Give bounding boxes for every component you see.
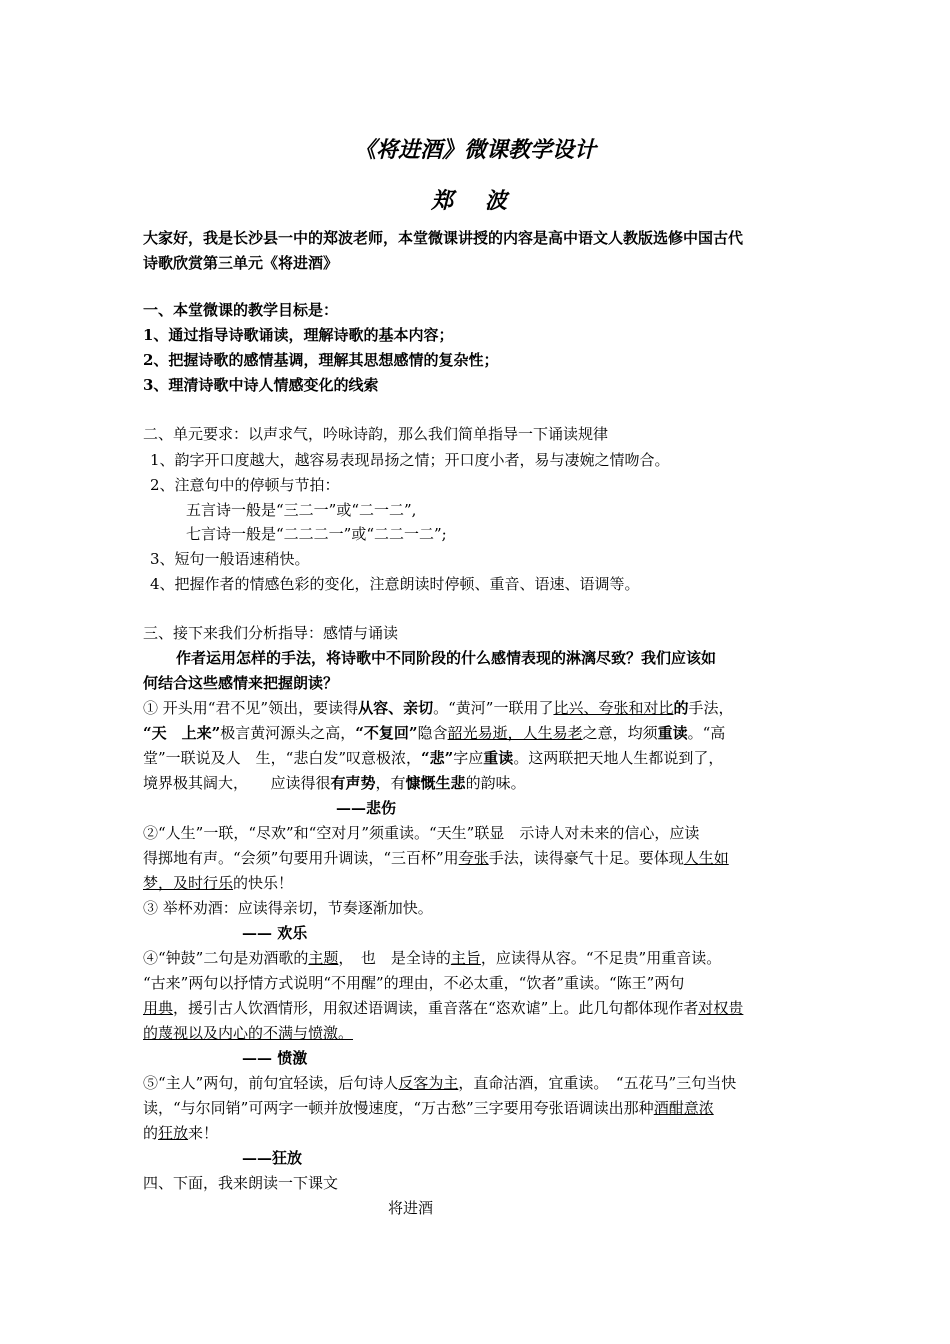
intro-line-2: 诗歌欣赏第三单元《将进酒》 bbox=[143, 254, 339, 272]
p2-line-3: 梦，及时行乐的快乐！ bbox=[143, 874, 294, 892]
unit-item: 2、注意句中的停顿与节拍： bbox=[150, 476, 340, 494]
p4-line-4: 的蔑视以及内心的不满与愤激。 bbox=[143, 1024, 354, 1042]
unit-item: 1、韵字开口度越大，越容易表现昂扬之情；开口度小者，易与凄婉之情吻合。 bbox=[150, 451, 670, 469]
unit-item: 3、短句一般语速稍快。 bbox=[150, 550, 310, 568]
p4-line-1: ④“钟鼓”二句是劝酒歌的主题， 也 是全诗的主旨，应读得从容。“不足贵”用重音读。 bbox=[143, 949, 722, 967]
p2-line-2: 得掷地有声。“会须”句要用升调读，“三百杯”用夸张手法，读得豪气十足。要体现人生如 bbox=[143, 849, 729, 867]
analysis-question-2: 何结合这些感情来把握朗读？ bbox=[143, 674, 339, 692]
p1-line-3: 堂”一联说及人 生，“悲白发”叹意极浓，“悲”字应重读。这两联把天地人生都说到了， bbox=[143, 749, 724, 767]
document-title: 《将进酒》微课教学设计 bbox=[353, 137, 596, 163]
goal-item: 2、把握诗歌的感情基调，理解其思想感情的复杂性； bbox=[143, 351, 499, 369]
document-author: 郑 波 bbox=[431, 188, 519, 214]
p4-line-3: 用典，援引古人饮酒情形，用叙述语调读，重音落在“恣欢谑”上。此几句都体现作者对权贵 bbox=[143, 999, 744, 1017]
p1-line-4: 境界极其阔大， 应读得很有声势，有慷慨生悲的韵味。 bbox=[143, 774, 526, 792]
unit-heading: 二、单元要求：以声求气，吟咏诗韵，那么我们简单指导一下诵读规律 bbox=[143, 425, 609, 443]
p1-line-2: “天 上来”极言黄河源头之高，“不复回”隐含韶光易逝，人生易老之意，均须重读。“高 bbox=[143, 724, 726, 742]
p4-mood: —— 愤激 bbox=[242, 1049, 308, 1067]
intro-line-1: 大家好，我是长沙县一中的郑波老师，本堂微课讲授的内容是高中语文人教版选修中国古代 bbox=[143, 229, 744, 247]
unit-item: 五言诗一般是“三二一”或“二一二”, bbox=[186, 501, 417, 519]
unit-item: 4、把握作者的情感色彩的变化，注意朗读时停顿、重音、语速、语调等。 bbox=[150, 575, 640, 593]
p5-mood: ——狂放 bbox=[242, 1149, 303, 1167]
reading-heading: 四、下面，我来朗读一下课文 bbox=[143, 1174, 339, 1192]
poem-title: 将进酒 bbox=[388, 1199, 434, 1217]
goals-heading: 一、本堂微课的教学目标是： bbox=[143, 301, 339, 319]
goal-item: 3、理清诗歌中诗人情感变化的线索 bbox=[143, 376, 379, 394]
p3-line-1: ③ 举杯劝酒：应读得亲切，节奏逐渐加快。 bbox=[143, 899, 433, 917]
unit-item: 七言诗一般是“二二二一”或“二二一二”; bbox=[186, 525, 447, 543]
p2-line-1: ②“人生”一联，“尽欢”和“空对月”须重读。“天生”联显 示诗人对未来的信心，应读 bbox=[143, 824, 700, 842]
p4-line-2: “古来”两句以抒情方式说明“不用醒”的理由，不必太重，“饮者”重读。“陈王”两句 bbox=[143, 974, 685, 992]
p5-line-2: 读，“与尔同销”可两字一顿并放慢速度，“万古愁”三字要用夸张语调读出那种酒酣意浓 bbox=[143, 1099, 714, 1117]
p1-mood: ——悲伤 bbox=[336, 799, 397, 817]
p5-line-3: 的狂放来！ bbox=[143, 1124, 219, 1142]
p1-line-1: ① 开头用“君不见”领出，要读得从容、亲切。“黄河”一联用了比兴、夸张和对比的手法， bbox=[143, 699, 734, 717]
goal-item: 1、通过指导诗歌诵读，理解诗歌的基本内容； bbox=[143, 326, 454, 344]
p5-line-1: ⑤“主人”两句，前句宜轻读，后句诗人反客为主，直命沽酒，宜重读。 “五花马”三句当快 bbox=[143, 1074, 737, 1092]
analysis-heading: 三、接下来我们分析指导：感情与诵读 bbox=[143, 624, 399, 642]
p3-mood: —— 欢乐 bbox=[242, 924, 308, 942]
analysis-question-1: 作者运用怎样的手法，将诗歌中不同阶段的什么感情表现的淋漓尽致？我们应该如 bbox=[176, 649, 717, 667]
